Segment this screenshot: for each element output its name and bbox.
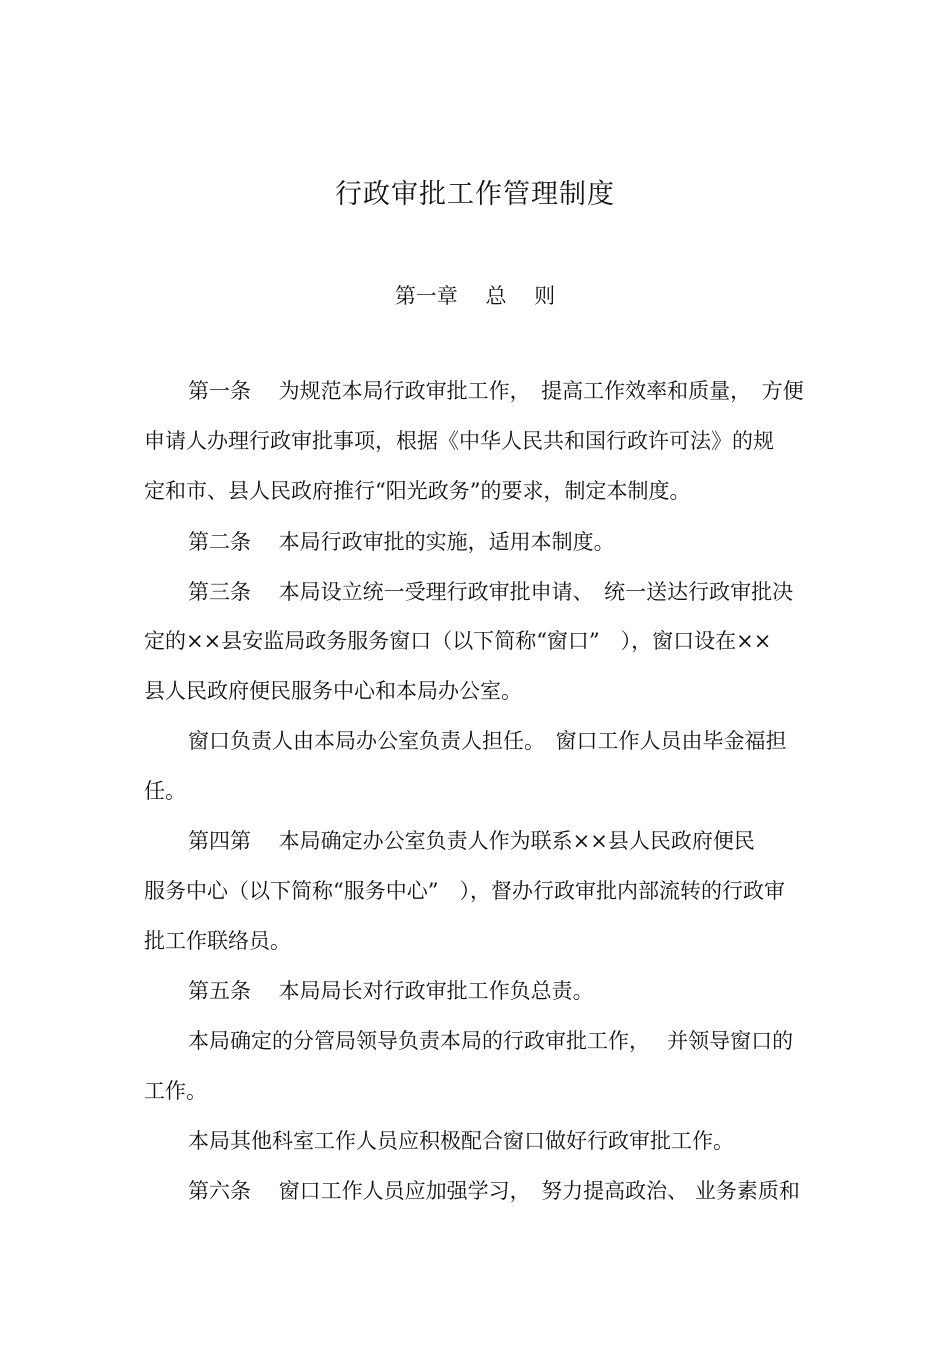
chapter-heading: 第一章 总 则 xyxy=(394,284,556,308)
paragraph-line: 第一条 为规范本局行政审批工作， 提高工作效率和质量， 方便 xyxy=(188,379,804,403)
paragraph-line: 批工作联络员。 xyxy=(144,929,291,953)
paragraph-line: 县人民政府便民服务中心和本局办公室。 xyxy=(144,679,522,703)
paragraph-line: 第四第 本局确定办公室负责人作为联系××县人民政府便民 xyxy=(188,829,755,853)
paragraph-line: 服务中心（以下简称“服务中心” ），督办行政审批内部流转的行政审 xyxy=(144,879,785,903)
paragraph-line: 任。 xyxy=(144,779,186,803)
paragraph-line: 第三条 本局设立统一受理行政审批申请、 统一送达行政审批决 xyxy=(188,580,794,604)
paragraph-line: 本局确定的分管局领导负责本局的行政审批工作， 并领导窗口的 xyxy=(188,1029,794,1053)
paragraph-line: 定的××县安监局政务服务窗口（以下简称“窗口” ），窗口设在×× xyxy=(144,629,772,653)
paragraph-line: 本局其他科室工作人员应积极配合窗口做好行政审批工作。 xyxy=(188,1129,734,1153)
paragraph-line: 第二条 本局行政审批的实施，适用本制度。 xyxy=(188,530,615,554)
paragraph-line: 窗口负责人由本局办公室负责人担任。 窗口工作人员由毕金福担 xyxy=(188,729,787,753)
paragraph-line: 申请人办理行政审批事项，根据《中华人民共和国行政许可法》的规 xyxy=(144,429,774,453)
paragraph-line: 工作。 xyxy=(144,1079,207,1103)
document-title: 行政审批工作管理制度 xyxy=(335,179,615,210)
paragraph-line: 第六条 窗口工作人员应加强学习， 努力提高政治、 业务素质和 xyxy=(188,1179,800,1203)
paragraph-line: 定和市、县人民政府推行“阳光政务”的要求，制定本制度。 xyxy=(144,479,691,503)
paragraph-line: 第五条 本局局长对行政审批工作负总责。 xyxy=(188,979,594,1003)
